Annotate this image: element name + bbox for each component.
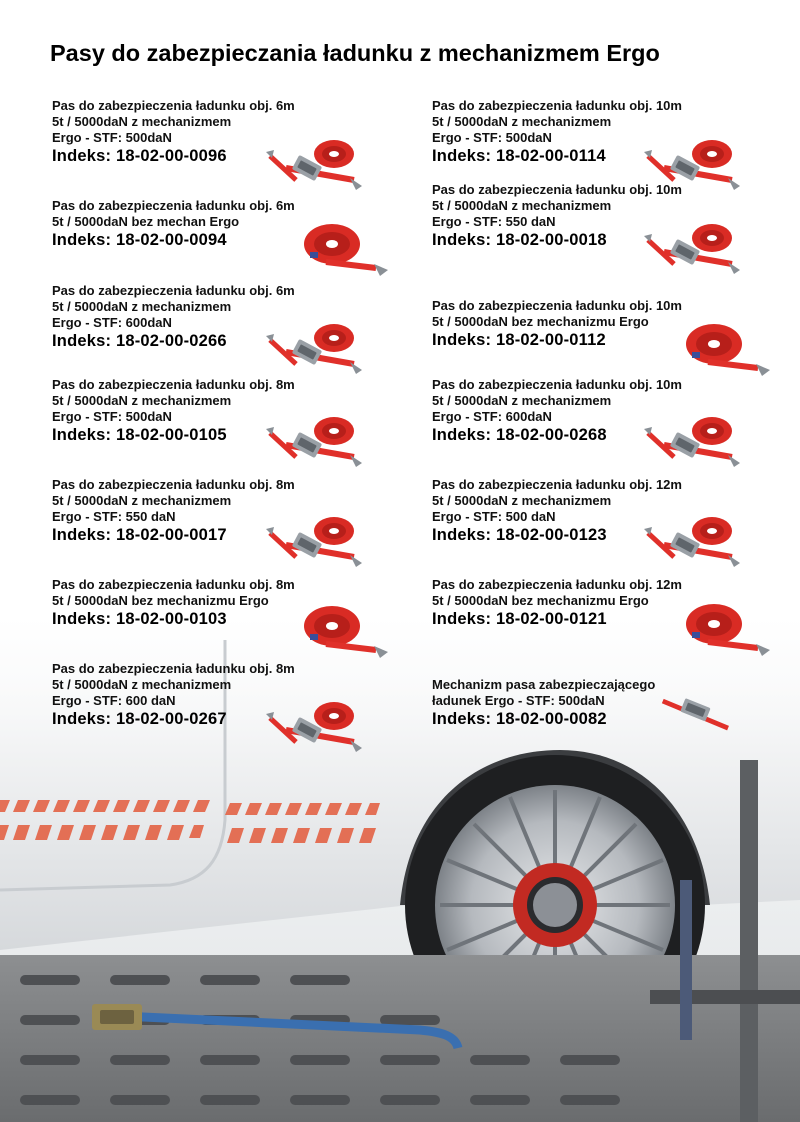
description-line: Pas do zabezpieczenia ładunku obj. 8m (52, 477, 295, 492)
description-line: Pas do zabezpieczenia ładunku obj. 8m (52, 377, 295, 392)
description-line: 5t / 5000daN bez mechan Ergo (52, 214, 240, 229)
product-index: Indeks: 18-02-00-0094 (52, 231, 227, 249)
product-index: Indeks: 18-02-00-0082 (432, 710, 607, 728)
description-line: 5t / 5000daN z mechanizmem (52, 393, 232, 408)
description-line: Pas do zabezpieczenia ładunku obj. 6m (52, 98, 295, 113)
description-line: Pas do zabezpieczenia ładunku obj. 10m (432, 182, 682, 197)
strap-roll-icon (678, 598, 776, 660)
strap-roll-icon (678, 318, 776, 380)
description-line: Mechanizm pasa zabezpieczającego (432, 677, 656, 692)
description-line: 5t / 5000daN z mechanizmem (432, 114, 612, 129)
product-index: Indeks: 18-02-00-0112 (432, 331, 606, 349)
product-index: Indeks: 18-02-00-0017 (52, 526, 227, 544)
product-index: Indeks: 18-02-00-0268 (432, 426, 607, 444)
description-line: 5t / 5000daN z mechanizmem (432, 493, 612, 508)
ratchet-strap-icon (266, 322, 364, 384)
description-line: Pas do zabezpieczenia ładunku obj. 8m (52, 577, 295, 592)
description-line: 5t / 5000daN z mechanizmem (52, 677, 232, 692)
strap-roll-icon (296, 600, 394, 662)
product-index: Indeks: 18-02-00-0096 (52, 147, 227, 165)
description-line: Pas do zabezpieczenia ładunku obj. 6m (52, 198, 295, 213)
description-line: Pas do zabezpieczenia ładunku obj. 8m (52, 661, 295, 676)
ratchet-strap-icon (644, 222, 742, 284)
description-line: 5t / 5000daN bez mechanizmu Ergo (52, 593, 269, 608)
ratchet-strap-icon (266, 700, 364, 762)
description-line: Ergo - STF: 600daN (52, 315, 172, 330)
description-line: Pas do zabezpieczenia ładunku obj. 10m (432, 98, 682, 113)
page-title: Pasy do zabezpieczania ładunku z mechanizmem Ergo (50, 40, 660, 66)
product-index: Indeks: 18-02-00-0267 (52, 710, 227, 728)
ratchet-strap-icon (644, 515, 742, 577)
description-line: 5t / 5000daN z mechanizmem (52, 114, 232, 129)
description-line: Pas do zabezpieczenia ładunku obj. 10m (432, 298, 682, 313)
description-line: 5t / 5000daN z mechanizmem (432, 393, 612, 408)
description-line: Ergo - STF: 600 daN (52, 693, 176, 708)
product-index: Indeks: 18-02-00-0266 (52, 332, 227, 350)
description-line: Pas do zabezpieczenia ładunku obj. 6m (52, 283, 295, 298)
product-index: Indeks: 18-02-00-0121 (432, 610, 607, 628)
description-line: 5t / 5000daN bez mechanizmu Ergo (432, 593, 649, 608)
description-line: Ergo - STF: 600daN (432, 409, 552, 424)
product-index: Indeks: 18-02-00-0123 (432, 526, 607, 544)
product-index: Indeks: 18-02-00-0103 (52, 610, 227, 628)
description-line: Ergo - STF: 500daN (52, 409, 172, 424)
ratchet-strap-icon (644, 415, 742, 477)
description-line: 5t / 5000daN bez mechanizmu Ergo (432, 314, 649, 329)
description-line: Ergo - STF: 550 daN (52, 509, 176, 524)
ratchet-mechanism-icon (658, 688, 736, 738)
description-line: Ergo - STF: 500 daN (432, 509, 556, 524)
description-line: 5t / 5000daN z mechanizmem (52, 299, 232, 314)
ratchet-strap-icon (266, 415, 364, 477)
product-index: Indeks: 18-02-00-0105 (52, 426, 227, 444)
description-line: Pas do zabezpieczenia ładunku obj. 12m (432, 477, 682, 492)
description-line: 5t / 5000daN z mechanizmem (52, 493, 232, 508)
description-line: Ergo - STF: 550 daN (432, 214, 556, 229)
product-index: Indeks: 18-02-00-0114 (432, 147, 606, 165)
ratchet-strap-icon (266, 515, 364, 577)
product-index: Indeks: 18-02-00-0018 (432, 231, 607, 249)
strap-roll-icon (296, 218, 394, 280)
description-line: Pas do zabezpieczenia ładunku obj. 10m (432, 377, 682, 392)
description-line: Ergo - STF: 500daN (432, 130, 552, 145)
description-line: ładunek Ergo - STF: 500daN (432, 693, 605, 708)
description-line: Ergo - STF: 500daN (52, 130, 172, 145)
description-line: Pas do zabezpieczenia ładunku obj. 12m (432, 577, 682, 592)
description-line: 5t / 5000daN z mechanizmem (432, 198, 612, 213)
ratchet-strap-icon (266, 138, 364, 200)
